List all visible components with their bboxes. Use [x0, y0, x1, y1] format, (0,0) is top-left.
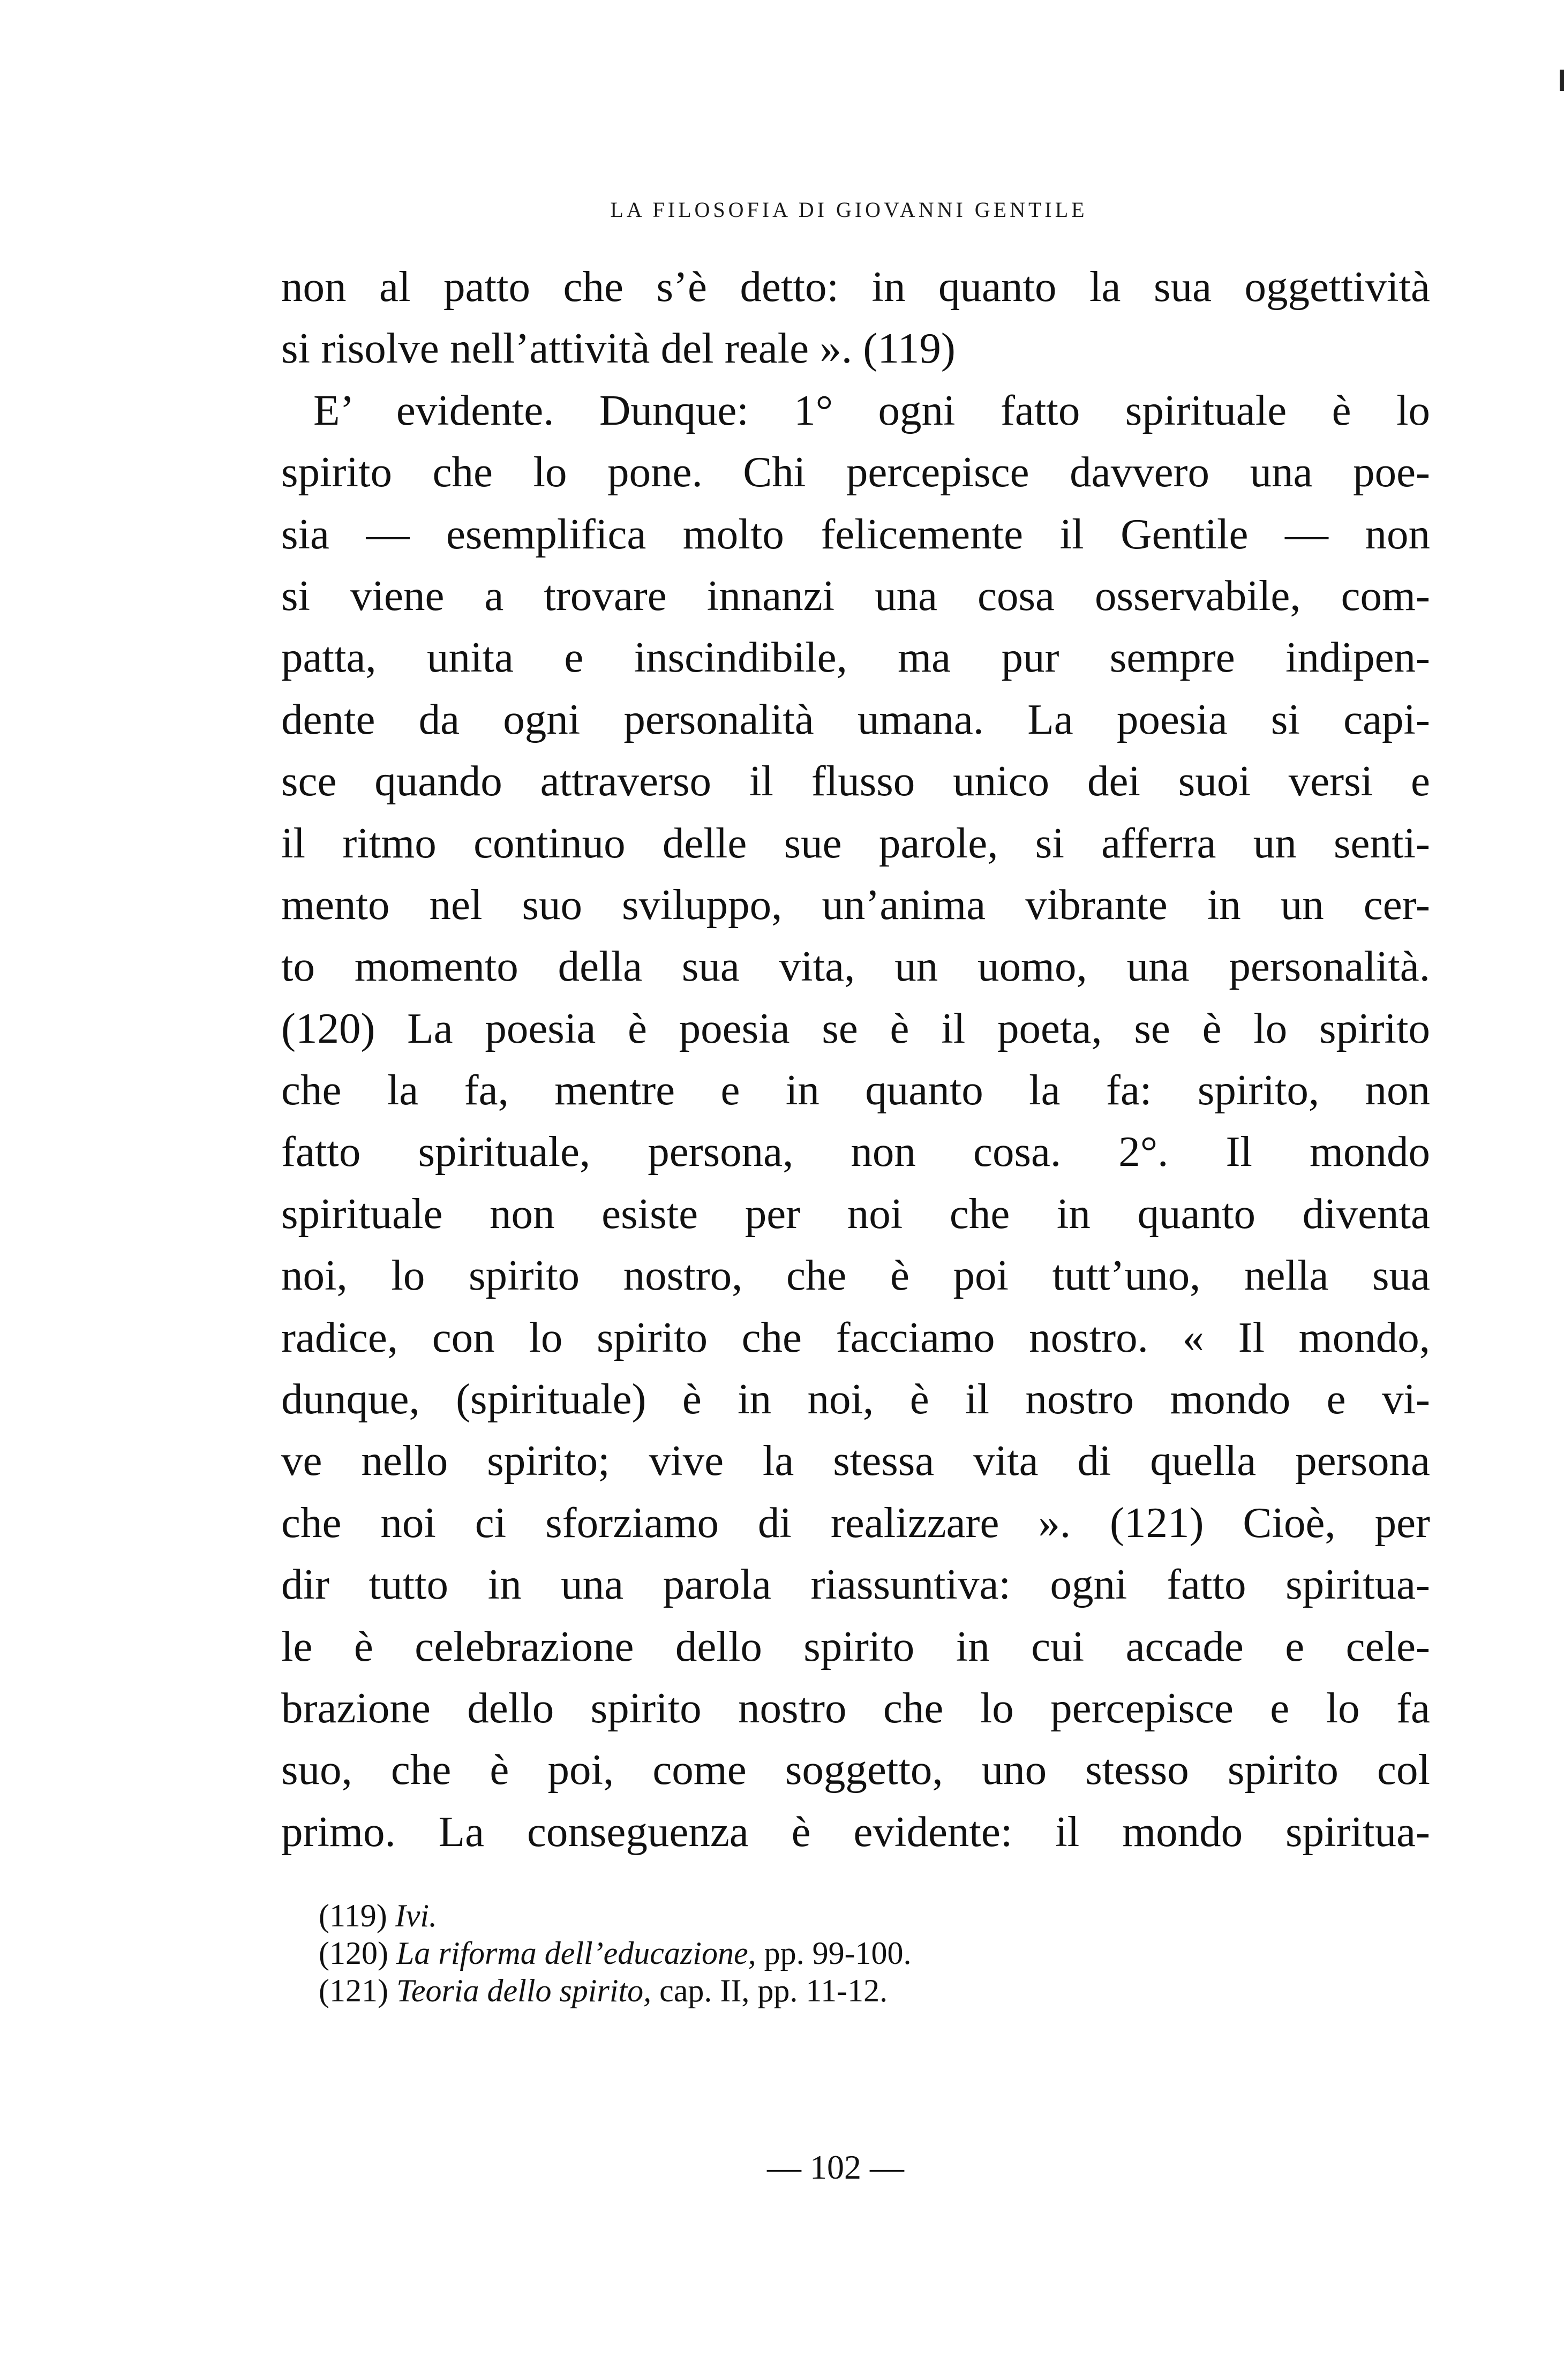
text-line: E’ evidente. Dunque: 1° ogni fatto spirituale è lo [313, 386, 1430, 434]
footnote-number: (119) [319, 1898, 387, 1933]
footnote-number: (121) [319, 1973, 388, 2008]
footnote-title: La riforma dell’educazione, [396, 1935, 756, 1971]
text-line: (120) La poesia è poesia se è il poeta, se è lo spirito [281, 1004, 1430, 1052]
text-line: ve nello spirito; vive la stessa vita di quella persona [281, 1436, 1430, 1485]
footnote [319, 1972, 1229, 2009]
running-head: LA FILOSOFIA DI GIOVANNI GENTILE [610, 198, 1088, 222]
text-line: il ritmo continuo delle sue parole, si afferra un senti- [281, 818, 1430, 867]
text-line: sce quando attraverso il flusso unico dei suoi versi e [281, 757, 1430, 805]
text-line: radice, con lo spirito che facciamo nostro. « Il mondo, [281, 1313, 1430, 1361]
text-line: che la fa, mentre e in quanto la fa: spirito, non [281, 1066, 1430, 1114]
footnote [319, 1897, 1229, 1934]
text-line: patta, unita e inscindibile, ma pur sempre indipen- [281, 633, 1430, 682]
text-line: sia — esemplifica molto felicemente il Gentile — non [281, 509, 1430, 558]
footnote [319, 1934, 1229, 1972]
text-line: mento nel suo sviluppo, un’anima vibrante in un cer- [281, 880, 1430, 929]
footnote-title: Ivi. [395, 1898, 438, 1933]
text-line: spirituale non esiste per noi che in quanto diventa [281, 1189, 1430, 1238]
footnote-rest: cap. II, pp. 11-12. [651, 1973, 888, 2008]
text-line: che noi ci sforziamo di realizzare ». (121) Cioè, per [281, 1498, 1430, 1547]
page-number: — 102 — [767, 2148, 904, 2186]
text-line: le è celebrazione dello spirito in cui accade e cele- [281, 1622, 1430, 1670]
text-line: noi, lo spirito nostro, che è poi tutt’uno, nella sua [281, 1251, 1430, 1300]
text-line: brazione dello spirito nostro che lo percepisce e lo fa [281, 1683, 1430, 1732]
scan-edge-mark [1560, 70, 1564, 91]
footnote-title: Teoria dello spirito, [396, 1973, 652, 2008]
text-line: si risolve nell’attività del reale ». (119) [281, 324, 956, 373]
footnote-number: (120) [319, 1935, 388, 1971]
text-line: dir tutto in una parola riassuntiva: ogni fatto spiritua- [281, 1560, 1430, 1609]
footnote-rest: pp. 99-100. [756, 1935, 912, 1971]
text-line: dente da ogni personalità umana. La poesia si capi- [281, 695, 1430, 743]
text-line: suo, che è poi, come soggetto, uno stesso spirito col [281, 1745, 1430, 1794]
text-line: spirito che lo pone. Chi percepisce davvero una poe- [281, 448, 1430, 496]
text-line: to momento della sua vita, un uomo, una personalità. [281, 942, 1430, 991]
text-line: primo. La conseguenza è evidente: il mondo spiritua- [281, 1807, 1430, 1856]
text-line: si viene a trovare innanzi una cosa osservabile, com- [281, 571, 1430, 620]
text-line: fatto spirituale, persona, non cosa. 2°. Il mondo [281, 1127, 1430, 1176]
body-text [281, 256, 1430, 1863]
text-line: non al patto che s’è detto: in quanto la sua oggettività [281, 262, 1430, 311]
text-line: dunque, (spirituale) è in noi, è il nostro mondo e vi- [281, 1375, 1430, 1424]
footnotes [319, 1897, 1229, 2009]
